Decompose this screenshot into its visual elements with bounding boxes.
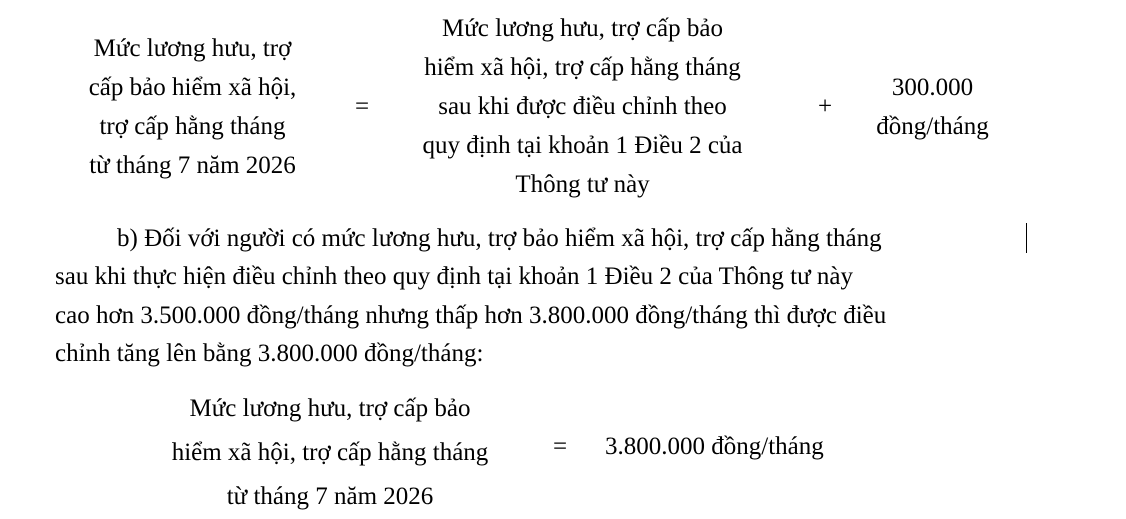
paragraph-b-line-4: chỉnh tăng lên bằng 3.800.000 đồng/tháng: xyxy=(55,340,484,367)
formula1-lhs: Mức lương hưu, trợ cấp bảo hiểm xã hội, trợ cấp hằng tháng từ tháng 7 năm 2026 xyxy=(88,35,297,179)
formula2-lhs: Mức lương hưu, trợ cấp bảo hiểm xã hội, trợ cấp hằng tháng từ tháng 7 năm 2026 xyxy=(171,395,489,510)
formula1-rhs: 300.000 đồng/tháng xyxy=(876,74,989,140)
paragraph-b-line-3: cao hơn 3.500.000 đồng/tháng nhưng thấp hơn 3.800.000 đồng/tháng thì được điều xyxy=(55,302,887,329)
paragraph-b-line-2: sau khi thực hiện điều chỉnh theo quy định tại khoản 1 Điều 2 của Thông tư này xyxy=(55,263,854,290)
text-cursor xyxy=(1026,223,1027,253)
formula2-rhs: 3.800.000 đồng/tháng xyxy=(605,433,824,460)
formula1-plus: + xyxy=(818,93,833,120)
formula2-equals: = xyxy=(553,433,568,460)
paragraph-b-line-1: b) Đối với người có mức lương hưu, trợ bảo hiểm xã hội, trợ cấp hằng tháng xyxy=(117,225,882,252)
formula1-equals: = xyxy=(355,93,370,120)
formula1-middle: Mức lương hưu, trợ cấp bảo hiểm xã hội, trợ cấp hằng tháng sau khi được điều chỉnh theo quy định tại khoản 1 Điều 2 của Thông tư này xyxy=(422,15,743,198)
